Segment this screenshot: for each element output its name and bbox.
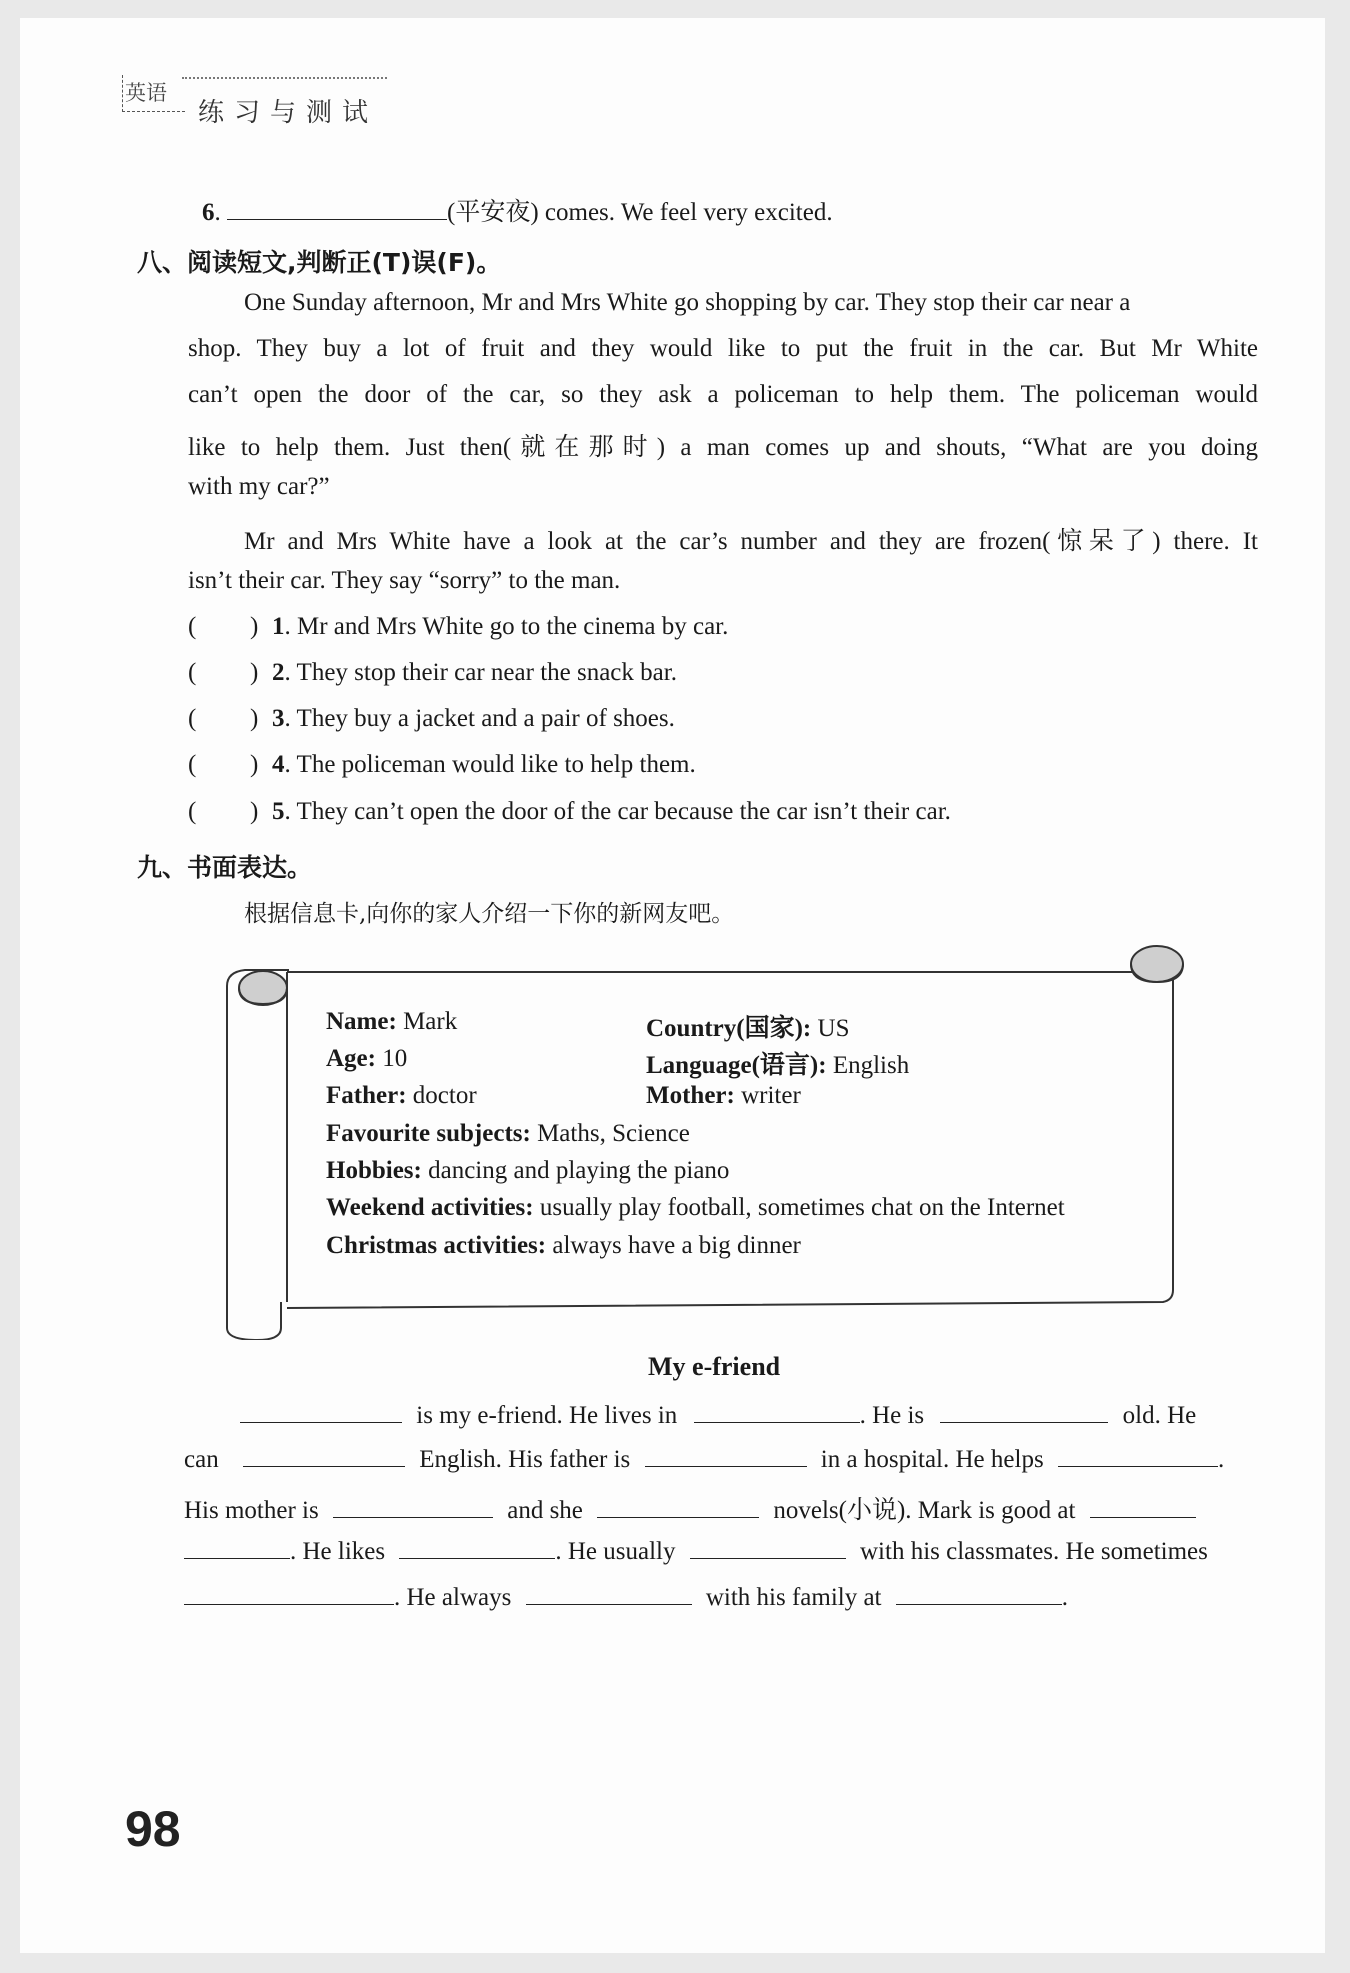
tf-question: ( ) 5. They can’t open the door of the car because the car isn’t their car. [188, 798, 951, 825]
answer-blank[interactable] [1058, 1444, 1218, 1467]
writing-instruction: 根据信息卡,向你的家人介绍一下你的新网友吧。 [244, 901, 735, 927]
card-language: Language(语言): English [646, 1052, 910, 1079]
card-subjects: Favourite subjects: Maths, Science [326, 1120, 690, 1147]
page-number: 98 [125, 1801, 181, 1857]
answer-blank[interactable] [694, 1400, 860, 1423]
tf-question: ( ) 1. Mr and Mrs White go to the cinema by car. [188, 613, 729, 640]
answer-blank[interactable] [184, 1536, 290, 1559]
essay-line-2: can English. His father is in a hospital. He helps . [184, 1446, 1225, 1473]
essay-line-1: is my e-friend. He lives in . He is old. He [240, 1400, 1196, 1430]
answer-blank[interactable] [399, 1536, 555, 1559]
answer-paren[interactable]: ( [188, 613, 197, 640]
answer-blank[interactable] [333, 1495, 493, 1518]
answer-blank[interactable] [1090, 1495, 1196, 1518]
card-age: Age: 10 [326, 1045, 408, 1072]
card-country: Country(国家): US [646, 1015, 850, 1042]
passage-line: with my car?” [188, 473, 330, 500]
card-hobbies: Hobbies: dancing and playing the piano [326, 1157, 730, 1184]
section-8-title: 八、阅读短文,判断正(T)误(F)。 [137, 248, 502, 277]
answer-blank[interactable] [526, 1582, 692, 1605]
essay-line-4: . He likes . He usually with his classmates. He sometimes [184, 1536, 1208, 1566]
question-6-text: comes. We feel very excited. [538, 199, 833, 226]
passage-line: isn’t their car. They say “sorry” to the man. [188, 567, 621, 594]
subject-tag: 英语 [122, 75, 185, 112]
card-weekend: Weekend activities: usually play football, sometimes chat on the Internet [326, 1194, 1065, 1221]
answer-blank[interactable] [240, 1400, 402, 1423]
question-6-hint: (平安夜) [447, 199, 539, 226]
card-father: Father: doctor [326, 1082, 477, 1109]
essay-line-5: . He always with his family at . [184, 1582, 1068, 1612]
question-6-number: 6 [202, 199, 215, 226]
answer-blank[interactable] [896, 1582, 1062, 1605]
section-9-title: 九、书面表达。 [137, 853, 313, 882]
book-title: 练习与测试 [198, 98, 379, 128]
card-mother: Mother: writer [646, 1082, 801, 1109]
answer-blank[interactable] [940, 1400, 1108, 1423]
essay-title: My e-friend [648, 1352, 781, 1381]
header-rule [182, 77, 387, 79]
answer-blank[interactable] [243, 1444, 405, 1467]
card-name: Name: Mark [326, 1008, 458, 1035]
question-6: 6. (平安夜) comes. We feel very excited. [202, 199, 833, 226]
passage-line: like to help them. Just then(就在那时) a man comes up and shouts, “What are you doing [188, 434, 1258, 461]
tf-question: ( ) 4. The policeman would like to help them. [188, 751, 696, 778]
answer-paren[interactable]: ( [188, 659, 197, 686]
passage-line: shop. They buy a lot of fruit and they would like to put the fruit in the car. But Mr White [188, 335, 1258, 362]
essay-line-3: His mother is and she novels(小说). Mark is good at [184, 1490, 1196, 1526]
answer-blank[interactable] [597, 1495, 759, 1518]
answer-paren[interactable]: ( [188, 751, 197, 778]
answer-blank[interactable] [645, 1444, 807, 1467]
answer-paren[interactable]: ( [188, 705, 197, 732]
card-christmas: Christmas activities: always have a big dinner [326, 1232, 801, 1259]
answer-blank[interactable] [184, 1582, 394, 1605]
answer-blank[interactable] [227, 197, 447, 220]
passage-line: Mr and Mrs White have a look at the car’s number and they are frozen(惊呆了) there. It [244, 528, 1258, 555]
answer-paren[interactable]: ( [188, 798, 197, 825]
answer-blank[interactable] [690, 1536, 846, 1559]
tf-question: ( ) 3. They buy a jacket and a pair of shoes. [188, 705, 675, 732]
tf-question: ( ) 2. They stop their car near the snack bar. [188, 659, 677, 686]
passage-line: can’t open the door of the car, so they ask a policeman to help them. The policeman would [188, 381, 1258, 408]
passage-line: One Sunday afternoon, Mr and Mrs White go shopping by car. They stop their car near a [244, 289, 1131, 316]
